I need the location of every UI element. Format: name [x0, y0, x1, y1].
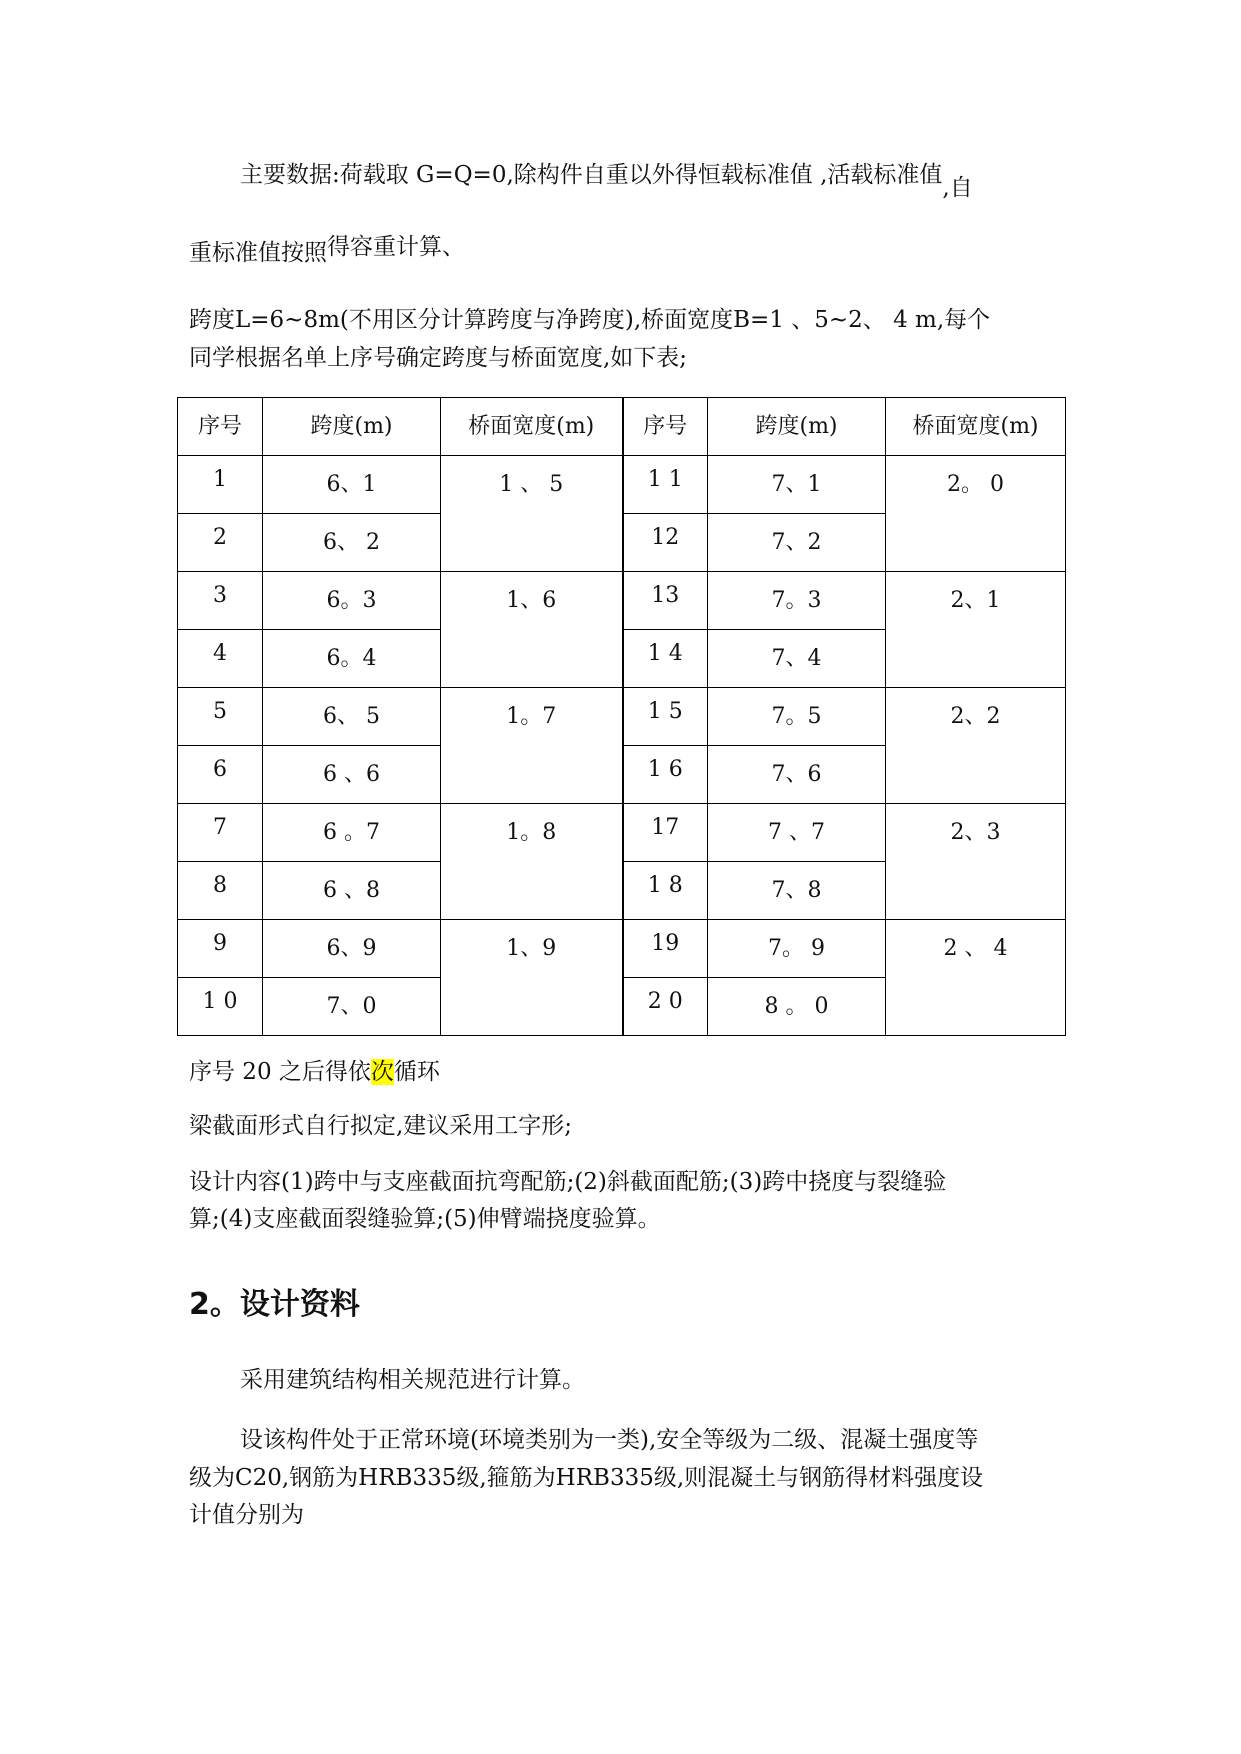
table-cell-width: 1。7	[441, 688, 623, 804]
table-cell: 1 5	[623, 688, 708, 746]
design-content-line-2: 算;(4)支座截面裂缝验算;(5)伸臂端挠度验算。	[189, 1206, 661, 1232]
main-data-tail: ,自	[942, 175, 973, 201]
table-cell: 12	[623, 514, 708, 572]
table-cell-width: 1 、 5	[441, 456, 623, 572]
main-data-text: 主要数据:荷载取 G=Q=0,除构件自重以外得恒载标准值 ,活载标准值	[240, 162, 943, 188]
table-cell-width: 2、1	[886, 572, 1066, 688]
table-cell: 9	[178, 920, 263, 978]
table-cell: 19	[623, 920, 708, 978]
main-data-line-2b: 得容重计算、	[327, 234, 465, 260]
table-cell: 6 、8	[263, 862, 441, 920]
header-index-right: 序号	[623, 398, 708, 456]
table-cell-width: 1。8	[441, 804, 623, 920]
table-cell: 7	[178, 804, 263, 862]
section-shape-note: 梁截面形式自行拟定,建议采用工字形;	[189, 1113, 573, 1139]
table-row	[178, 920, 1066, 978]
table-cell: 7。3	[708, 572, 886, 630]
table-cell-width: 1、6	[441, 572, 623, 688]
highlighted-char: 次	[370, 1059, 394, 1085]
header-width-left: 桥面宽度(m)	[441, 398, 623, 456]
main-data-line-2	[189, 232, 465, 266]
cycle-note-tail: 循环	[393, 1059, 440, 1085]
table-cell: 7。 9	[708, 920, 886, 978]
section-heading: 2。设计资料	[189, 1287, 360, 1322]
table-cell: 17	[623, 804, 708, 862]
header-index-left: 序号	[178, 398, 263, 456]
table-row	[178, 456, 1066, 514]
table-cell: 1 0	[178, 978, 263, 1036]
table-cell: 6	[178, 746, 263, 804]
span-desc-line-2: 同学根据名单上序号确定跨度与桥面宽度,如下表;	[189, 345, 688, 371]
table-cell: 6、 5	[263, 688, 441, 746]
table-cell: 6 。7	[263, 804, 441, 862]
table-cell: 6 、6	[263, 746, 441, 804]
span-width-table	[177, 397, 1066, 1036]
header-span-left: 跨度(m)	[263, 398, 441, 456]
header-width-right: 桥面宽度(m)	[886, 398, 1066, 456]
table-cell-width: 2 、 4	[886, 920, 1066, 1036]
design-content-line-1: 设计内容(1)跨中与支座截面抗弯配筋;(2)斜截面配筋;(3)跨中挠度与裂缝验	[189, 1169, 947, 1195]
table-cell: 7、6	[708, 746, 886, 804]
table-cell: 7、0	[263, 978, 441, 1036]
table-cell: 6、 2	[263, 514, 441, 572]
table-row	[178, 688, 1066, 746]
table-cell: 7 、7	[708, 804, 886, 862]
table-cell: 7、1	[708, 456, 886, 514]
main-data-line-1	[240, 160, 973, 201]
table-cell: 1 1	[623, 456, 708, 514]
table-cell-width: 1、9	[441, 920, 623, 1036]
materials-line-3: 计值分别为	[189, 1502, 304, 1528]
table-header-row	[178, 398, 1066, 456]
header-span-right: 跨度(m)	[708, 398, 886, 456]
cycle-note-text: 序号 20 之后得依	[189, 1059, 371, 1085]
table-cell: 13	[623, 572, 708, 630]
table-cell: 2 0	[623, 978, 708, 1036]
table-row	[178, 804, 1066, 862]
table-cell: 6。4	[263, 630, 441, 688]
table-cell: 7、2	[708, 514, 886, 572]
span-desc-line-1: 跨度L=6~8m(不用区分计算跨度与净跨度),桥面宽度B=1 、5~2、 4 m,每个	[189, 307, 991, 333]
table-cell: 7、4	[708, 630, 886, 688]
table-cell: 7。5	[708, 688, 886, 746]
table-cell: 7、8	[708, 862, 886, 920]
table-cell: 1 4	[623, 630, 708, 688]
design-basis-paragraph: 采用建筑结构相关规范进行计算。	[240, 1367, 585, 1393]
table-cell-width: 2、2	[886, 688, 1066, 804]
table-cell: 8	[178, 862, 263, 920]
table-cell-width: 2、3	[886, 804, 1066, 920]
table-cell: 1 6	[623, 746, 708, 804]
table-cell: 8 。 0	[708, 978, 886, 1036]
table-cell: 1 8	[623, 862, 708, 920]
cycle-note	[189, 1057, 440, 1087]
table-cell: 2	[178, 514, 263, 572]
table-cell: 3	[178, 572, 263, 630]
materials-line-1: 设该构件处于正常环境(环境类别为一类),安全等级为二级、混凝土强度等	[240, 1427, 979, 1453]
table-cell: 5	[178, 688, 263, 746]
table-cell-width: 2。 0	[886, 456, 1066, 572]
main-data-line-2a: 重标准值按照	[189, 240, 327, 266]
table-cell: 6、9	[263, 920, 441, 978]
table-cell: 4	[178, 630, 263, 688]
table-cell: 6、1	[263, 456, 441, 514]
table-cell: 6。3	[263, 572, 441, 630]
table-cell: 1	[178, 456, 263, 514]
materials-line-2: 级为C20,钢筋为HRB335级,箍筋为HRB335级,则混凝土与钢筋得材料强度设	[189, 1465, 984, 1491]
table-row	[178, 572, 1066, 630]
